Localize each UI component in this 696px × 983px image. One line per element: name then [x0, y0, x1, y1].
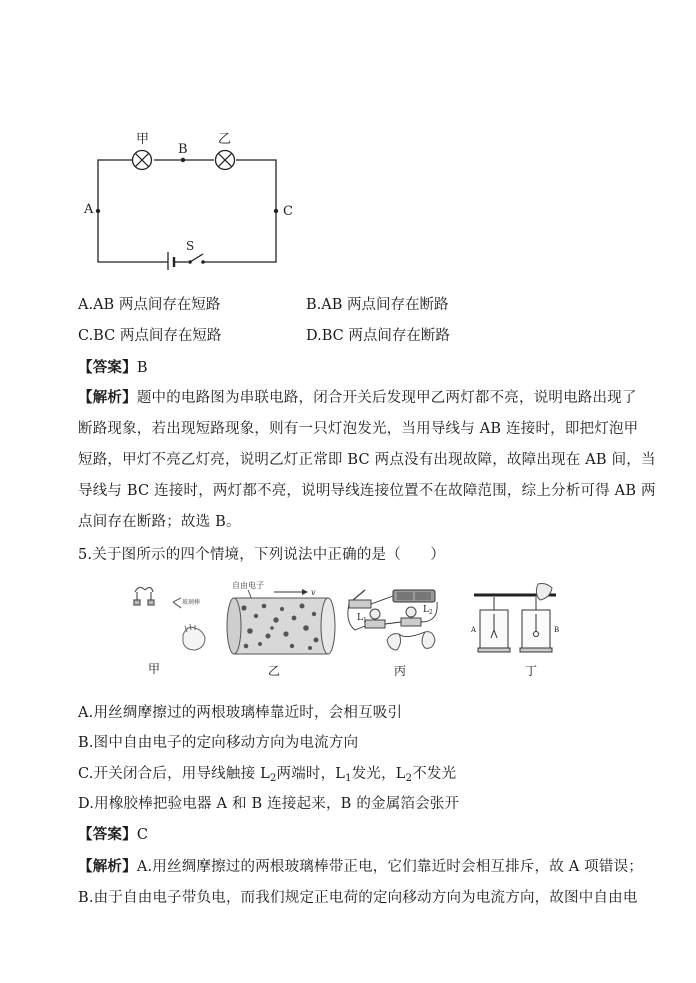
- l2-label: $L_2$: [423, 605, 433, 616]
- q5-option-d: D.用橡胶棒把验电器 A 和 B 连接起来，B 的金属箔会张开: [78, 796, 460, 812]
- option-c-sub: 2: [405, 773, 413, 784]
- option-c-text: C.开关闭合后，用导线触接 L: [78, 766, 270, 782]
- q4-analysis-line-3: 短路，甲灯不亮乙灯亮，说明乙灯正常即 BC 两点没有出现故障，故障出现在 AB 间，当: [78, 452, 656, 468]
- q4-analysis-line-5: 点间存在断路；故选 B。: [78, 514, 241, 530]
- option-c-sub: 2: [269, 773, 277, 784]
- figure-yi-label: 乙: [268, 664, 281, 678]
- q4-option-c: C.BC 两点间存在短路: [78, 328, 222, 344]
- q5-option-a: A.用丝绸摩擦过的两根玻璃棒靠近时，会相互吸引: [78, 705, 403, 721]
- bulb-l1-icon: [365, 609, 385, 628]
- lamp-jia-label: 甲: [136, 132, 150, 147]
- analysis-text: A.用丝绸摩擦过的两根玻璃棒带正电，它们靠近时会相互排斥，故 A 项错误；: [136, 859, 643, 875]
- node-c-label: C: [283, 204, 293, 219]
- switch-icon: [188, 254, 205, 264]
- q4-analysis-line-1: [78, 386, 637, 407]
- figure-bing: [345, 582, 445, 658]
- q5-option-c: [78, 762, 456, 784]
- circuit-wire: [98, 160, 162, 262]
- analysis-label: 【解析】: [78, 858, 137, 875]
- option-c-text: 两端时，L: [276, 766, 346, 782]
- q4-option-d: D.BC 两点间存在断路: [306, 328, 450, 344]
- answer-value: B: [136, 360, 148, 376]
- electroscope-b-icon: [520, 597, 552, 652]
- hand-icon: [183, 624, 205, 650]
- analysis-label: 【解析】: [78, 389, 137, 406]
- glass-rod-label: 玻璃棒: [182, 599, 201, 606]
- q5-answer: [78, 823, 148, 844]
- node-b-dot: [181, 158, 185, 162]
- figure-jia: [125, 580, 215, 655]
- figure-yi: [222, 576, 340, 658]
- circuit-diagram: [80, 125, 310, 270]
- velocity-label: v: [311, 588, 316, 597]
- electroscope-a-label: A: [471, 626, 477, 634]
- electroscope-a-icon: [478, 597, 510, 652]
- switch-label: S: [186, 239, 195, 253]
- answer-label: 【答案】: [78, 826, 137, 843]
- q4-option-b: B.AB 两点间存在断路: [306, 297, 449, 313]
- battery-box-icon: [393, 590, 435, 602]
- node-a-dot: [96, 209, 100, 213]
- glass-rod-icon: [173, 598, 181, 608]
- q4-analysis-line-2: 断路现象，若出现短路现象，则有一只灯泡发光，当用导线与 AB 连接时，即把灯泡甲: [78, 421, 639, 437]
- answer-label: 【答案】: [78, 359, 137, 376]
- node-b-label: B: [178, 142, 188, 157]
- q5-stem: 5.关于图所示的四个情境，下列说法中正确的是（ ）: [78, 547, 446, 563]
- hands-icon: [387, 632, 435, 650]
- electroscope-b-label: B: [554, 626, 560, 634]
- q4-option-a: A.AB 两点间存在短路: [78, 297, 221, 313]
- analysis-text: 题中的电路图为串联电路，闭合开关后发现甲乙两灯都不亮，说明电路出现了: [136, 390, 637, 406]
- figure-jia-label: 甲: [148, 662, 161, 676]
- q5-analysis-line-1: [78, 855, 643, 876]
- answer-value: C: [136, 827, 149, 843]
- velocity-arrowhead: [302, 589, 308, 595]
- hand-holding-rod-icon: [536, 584, 552, 601]
- l1-label: $L_1$: [357, 613, 367, 624]
- figure-ding: [468, 580, 564, 660]
- option-c-sub: 1: [345, 773, 352, 784]
- free-electron-label: 自由电子: [232, 581, 264, 590]
- q5-option-b: B.图中自由电子的定向移动方向为电流方向: [78, 735, 359, 751]
- battery-icon: [162, 252, 174, 270]
- circuit-wire: [202, 160, 276, 262]
- q5-analysis-line-2: B.由于自由电子带负电，而我们规定正电荷的定向移动方向为电流方向，故图中自由电: [78, 890, 638, 906]
- node-a-label: A: [84, 202, 94, 217]
- lamp-yi-label: 乙: [218, 132, 232, 147]
- figure-ding-label: 丁: [525, 664, 538, 678]
- option-c-text: 发光，L: [351, 766, 406, 782]
- suspended-rod-icon: [134, 587, 154, 605]
- node-c-dot: [274, 209, 278, 213]
- option-c-text: 不发光: [412, 766, 457, 782]
- lamp-jia-icon: [133, 151, 152, 170]
- bulb-l2-icon: [401, 607, 421, 626]
- q4-analysis-line-4: 导线与 BC 连接时，两灯都不亮，说明导线连接位置不在故障范围，综上分析可得 AB 两: [78, 483, 656, 499]
- switch-board-icon: [349, 590, 371, 608]
- q4-answer: [78, 356, 148, 377]
- figure-bing-label: 丙: [394, 664, 407, 678]
- lamp-yi-icon: [216, 151, 235, 170]
